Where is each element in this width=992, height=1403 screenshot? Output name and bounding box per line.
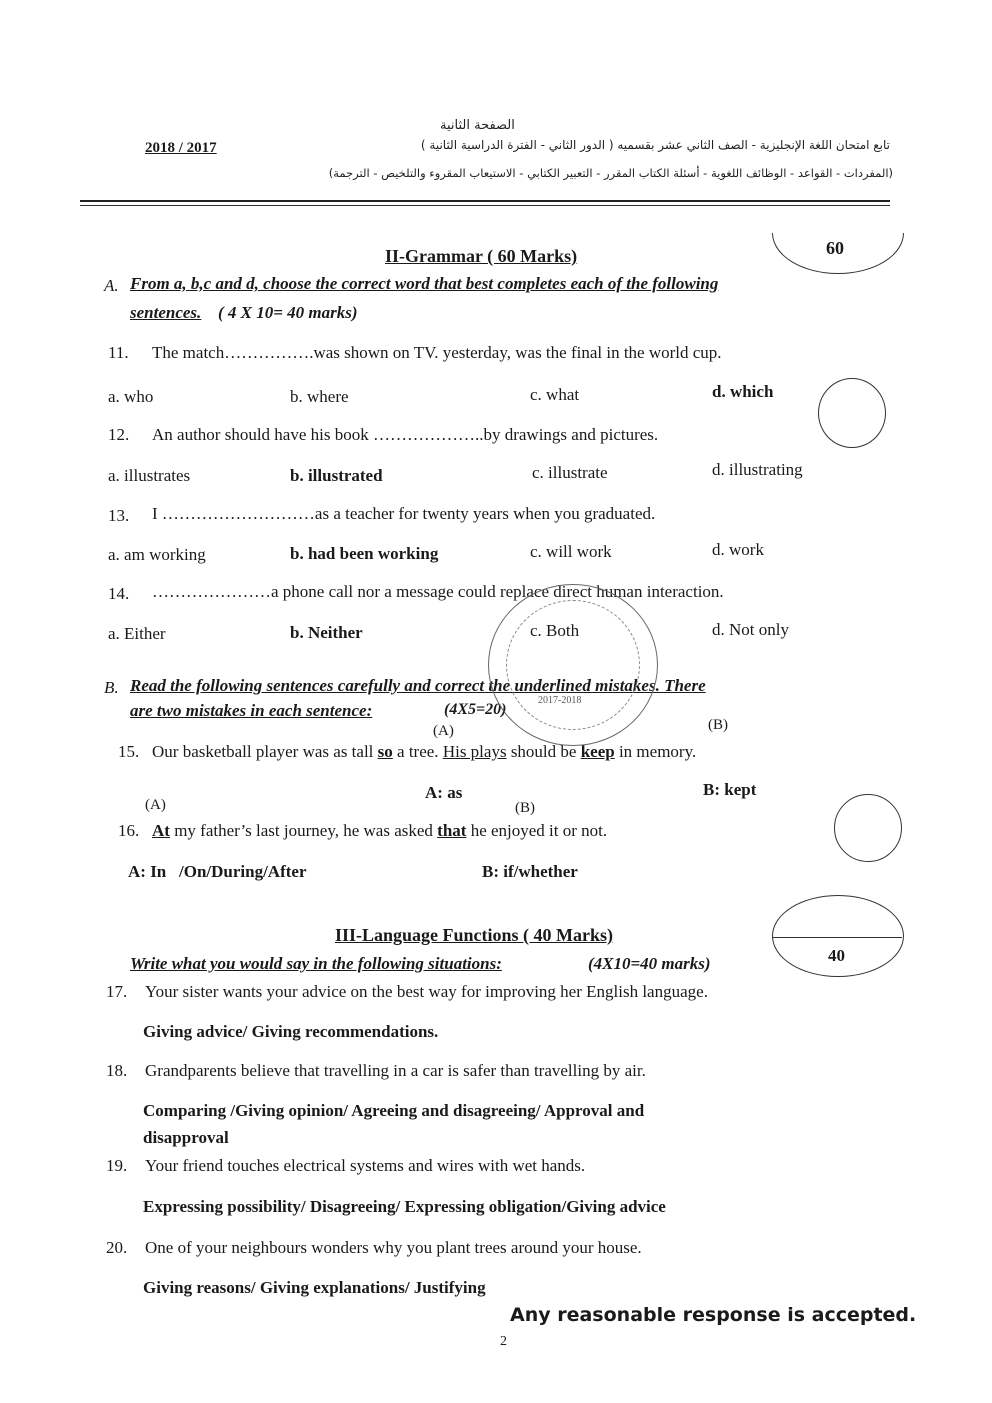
question-number: 15. <box>118 742 140 761</box>
header-rule-thin <box>80 205 890 206</box>
part-a-marks: ( 4 X 10= 40 marks) <box>218 303 358 322</box>
option-d: d. work <box>712 540 764 559</box>
question-number: 20. <box>106 1238 128 1257</box>
question-text: One of your neighbours wonders why you plant trees around your house. <box>145 1238 642 1257</box>
option-c: c. what <box>530 385 580 404</box>
option-b-correct: b. Neither <box>290 623 363 642</box>
tag-a: (A) <box>145 797 166 813</box>
exam-year: 2018 / 2017 <box>145 140 217 156</box>
answer: Giving reasons/ Giving explanations/ Justifying <box>143 1278 486 1297</box>
option-b-correct: b. had been working <box>290 544 439 563</box>
tag-b: (B) <box>515 800 535 816</box>
answer: Giving advice/ Giving recommendations. <box>143 1022 439 1041</box>
q15-text-after: in memory. <box>618 742 697 761</box>
page-title-arabic: الصفحة الثانية <box>440 118 515 133</box>
part-b-instruction-2: are two mistakes in each sentence: <box>130 701 373 720</box>
question-text <box>152 821 607 841</box>
part-b-label: B. <box>104 678 119 697</box>
question-number: 11. <box>108 343 129 362</box>
option-d: d. illustrating <box>712 460 803 479</box>
q16-mistake-a: At <box>152 821 170 840</box>
question-text: The match…………….was shown on TV. yesterday, was the final in the world cup. <box>152 343 722 362</box>
exam-header-line2: (المفردات - القواعد - الوظائف اللغوية - أسئلة الكتاب المقرر - التعبير الكتابي - الاستيعاب المقروء والتلخيص - الترجمة) <box>328 166 893 180</box>
option-c: c. will work <box>530 542 612 561</box>
tag-b: (B) <box>708 717 728 733</box>
answer-line-1: Comparing /Giving opinion/ Agreeing and disagreeing/ Approval and <box>143 1101 645 1120</box>
q16-mistake-b: that <box>437 821 467 840</box>
answer: Expressing possibility/ Disagreeing/ Expressing obligation/Giving advice <box>143 1197 666 1216</box>
option-b: b. where <box>290 387 349 406</box>
question-text: I ………………………as a teacher for twenty years when you graduated. <box>152 504 656 523</box>
part-b-marks: (4X5=20) <box>444 701 507 718</box>
q16-text-after: he enjoyed it or not. <box>470 821 608 840</box>
question-text <box>152 742 696 762</box>
question-text: Grandparents believe that travelling in a car is safer than travelling by air. <box>145 1061 646 1080</box>
q15-mistake-a: so <box>377 742 393 761</box>
answer-a: A: as <box>425 783 463 802</box>
functions-marks: (4X10=40 marks) <box>588 954 711 973</box>
question-number: 12. <box>108 425 130 444</box>
functions-score-divider <box>772 937 902 938</box>
official-stamp-ring <box>506 600 640 730</box>
part-a-instruction-1: From a, b,c and d, choose the correct word that best completes each of the following <box>130 274 719 293</box>
q15-text-filler: His plays <box>442 742 507 761</box>
answer-b: B: kept <box>703 780 757 799</box>
option-b-correct: b. illustrated <box>290 466 383 485</box>
grammar-title: II-Grammar ( 60 Marks) <box>385 246 578 266</box>
question-text: …………………a phone call nor a message could replace direct human interaction. <box>152 582 724 601</box>
acceptance-note: Any reasonable response is accepted. <box>510 1304 917 1326</box>
q15-text-mid2: should be <box>510 742 577 761</box>
functions-score: 40 <box>828 946 845 965</box>
part-a-label: A. <box>104 276 119 295</box>
q15-text-middle: a tree. <box>397 742 439 761</box>
option-d: d. Not only <box>712 620 789 639</box>
answer-a: A: In /On/During/After <box>128 862 307 881</box>
grammar-score: 60 <box>826 238 844 258</box>
question-number: 17. <box>106 982 128 1001</box>
option-c: c. illustrate <box>532 463 608 482</box>
question-number: 18. <box>106 1061 128 1080</box>
part-b-instruction-1: Read the following sentences carefully and correct the underlined mistakes. There <box>130 676 706 695</box>
mark-circle <box>818 378 886 448</box>
question-number: 16. <box>118 821 140 840</box>
page-number: 2 <box>500 1334 507 1349</box>
option-c: c. Both <box>530 621 580 640</box>
question-text: An author should have his book ………………..by drawings and pictures. <box>152 425 659 444</box>
question-number: 13. <box>108 506 130 525</box>
exam-header-line1: تابع امتحان اللغة الإنجليزية - الصف الثاني عشر بقسميه ( الدور الثاني - الفترة الدراسية الثانية ) <box>420 138 890 152</box>
tag-a: (A) <box>433 723 454 739</box>
option-d-correct: d. which <box>712 382 774 401</box>
header-rule <box>80 200 890 202</box>
functions-title: III-Language Functions ( 40 Marks) <box>335 925 614 945</box>
option-a: a. illustrates <box>108 466 191 485</box>
question-text: Your sister wants your advice on the best way for improving her English language. <box>145 982 708 1001</box>
q15-text-before: Our basketball player was as tall <box>152 742 374 761</box>
answer-b: B: if/whether <box>482 862 578 881</box>
question-number: 19. <box>106 1156 128 1175</box>
option-a: a. Either <box>108 624 166 643</box>
answer-line-2: disapproval <box>143 1128 229 1147</box>
q16-text-middle: my father’s last journey, he was asked <box>174 821 433 840</box>
question-text: Your friend touches electrical systems and wires with wet hands. <box>145 1156 586 1175</box>
q15-mistake-b: keep <box>580 742 615 761</box>
stamp-year: 2017-2018 <box>538 695 582 706</box>
question-number: 14. <box>108 584 130 603</box>
functions-instruction: Write what you would say in the following situations: <box>130 954 502 973</box>
mark-circle <box>834 794 902 862</box>
part-a-instruction-2: sentences. <box>130 303 202 322</box>
option-a: a. am working <box>108 545 206 564</box>
option-a: a. who <box>108 387 154 406</box>
